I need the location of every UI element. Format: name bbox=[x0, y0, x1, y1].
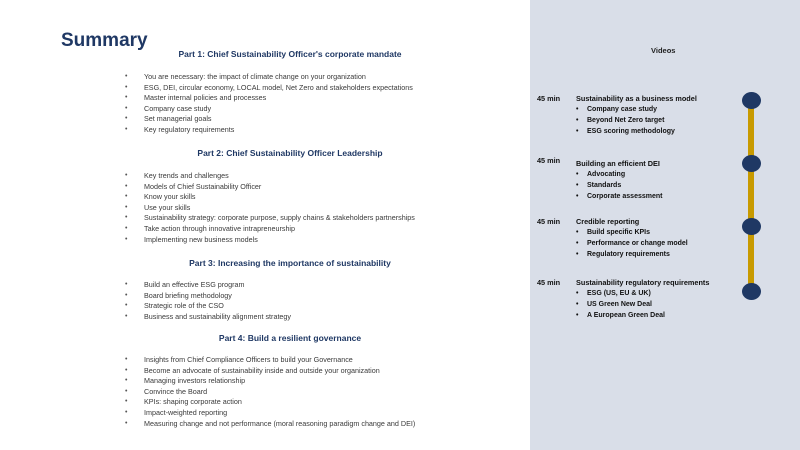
list-item: • Use your skills bbox=[125, 203, 415, 214]
module-title: Sustainability regulatory requirements bbox=[576, 278, 710, 287]
page-title: Summary bbox=[61, 30, 148, 51]
module-item: • Build specific KPIs bbox=[576, 227, 751, 238]
list-item: • Impact-weighted reporting bbox=[125, 408, 415, 419]
list-item: • Become an advocate of sustainability inside and outside your organization bbox=[125, 366, 415, 377]
video-module bbox=[576, 93, 751, 137]
module-item: • Advocating bbox=[576, 169, 751, 180]
list-item: • Key trends and challenges bbox=[125, 171, 415, 182]
list-item: • ESG, DEI, circular economy, LOCAL model, Net Zero and stakeholders expectations bbox=[125, 83, 413, 94]
list-item: • Insights from Chief Compliance Officers to build your Governance bbox=[125, 355, 415, 366]
part-1-heading: Part 1: Chief Sustainability Officer's corporate mandate bbox=[178, 49, 402, 59]
list-item: • Implementing new business models bbox=[125, 235, 415, 246]
module-item: • Company case study bbox=[576, 104, 751, 115]
list-item: • Managing investors relationship bbox=[125, 376, 415, 387]
list-item: • You are necessary: the impact of climate change on your organization bbox=[125, 72, 413, 83]
list-item: • Know your skills bbox=[125, 192, 415, 203]
list-item: • Key regulatory requirements bbox=[125, 125, 413, 136]
module-item: • Performance or change model bbox=[576, 238, 751, 249]
module-duration: 45 min bbox=[537, 217, 561, 226]
list-item: • Build an effective ESG program bbox=[125, 280, 291, 291]
module-item: • Standards bbox=[576, 180, 751, 191]
part-2-heading: Part 2: Chief Sustainability Officer Leadership bbox=[197, 148, 383, 158]
module-item: • Corporate assessment bbox=[576, 191, 751, 202]
part-1-list bbox=[125, 72, 413, 136]
module-title: Building an efficient DEI bbox=[576, 159, 660, 168]
module-title: Sustainability as a business model bbox=[576, 94, 697, 103]
module-item: • Regulatory requirements bbox=[576, 249, 751, 260]
list-item: • Set managerial goals bbox=[125, 114, 413, 125]
module-duration: 45 min bbox=[537, 156, 561, 165]
module-duration: 45 min bbox=[537, 94, 561, 103]
list-item: • Business and sustainability alignment strategy bbox=[125, 312, 291, 323]
list-item: • Convince the Board bbox=[125, 387, 415, 398]
list-item: • Master internal policies and processes bbox=[125, 93, 413, 104]
list-item: • Company case study bbox=[125, 104, 413, 115]
list-item: • KPIs: shaping corporate action bbox=[125, 397, 415, 408]
video-module bbox=[576, 216, 751, 260]
module-duration: 45 min bbox=[537, 278, 561, 287]
part-4-heading: Part 4: Build a resilient governance bbox=[218, 333, 362, 343]
list-item: • Strategic role of the CSO bbox=[125, 301, 291, 312]
module-item: • US Green New Deal bbox=[576, 299, 751, 310]
videos-heading: Videos bbox=[651, 46, 676, 55]
part-4-list bbox=[125, 355, 415, 429]
list-item: • Sustainability strategy: corporate purpose, supply chains & stakeholders partnerships bbox=[125, 213, 415, 224]
module-item: • Beyond Net Zero target bbox=[576, 115, 751, 126]
part-3-list bbox=[125, 280, 291, 322]
module-title: Credible reporting bbox=[576, 217, 640, 226]
list-item: • Models of Chief Sustainability Officer bbox=[125, 182, 415, 193]
module-item: • ESG scoring methodology bbox=[576, 126, 751, 137]
list-item: • Take action through innovative intrapreneurship bbox=[125, 224, 415, 235]
module-item: • A European Green Deal bbox=[576, 310, 751, 321]
video-module bbox=[576, 277, 751, 321]
module-item: • ESG (US, EU & UK) bbox=[576, 288, 751, 299]
list-item: • Board briefing methodology bbox=[125, 291, 291, 302]
list-item: • Measuring change and not performance (moral reasoning paradigm change and DEI) bbox=[125, 419, 415, 430]
video-module bbox=[576, 158, 751, 202]
part-2-list bbox=[125, 171, 415, 245]
part-3-heading: Part 3: Increasing the importance of sustainability bbox=[189, 258, 391, 268]
